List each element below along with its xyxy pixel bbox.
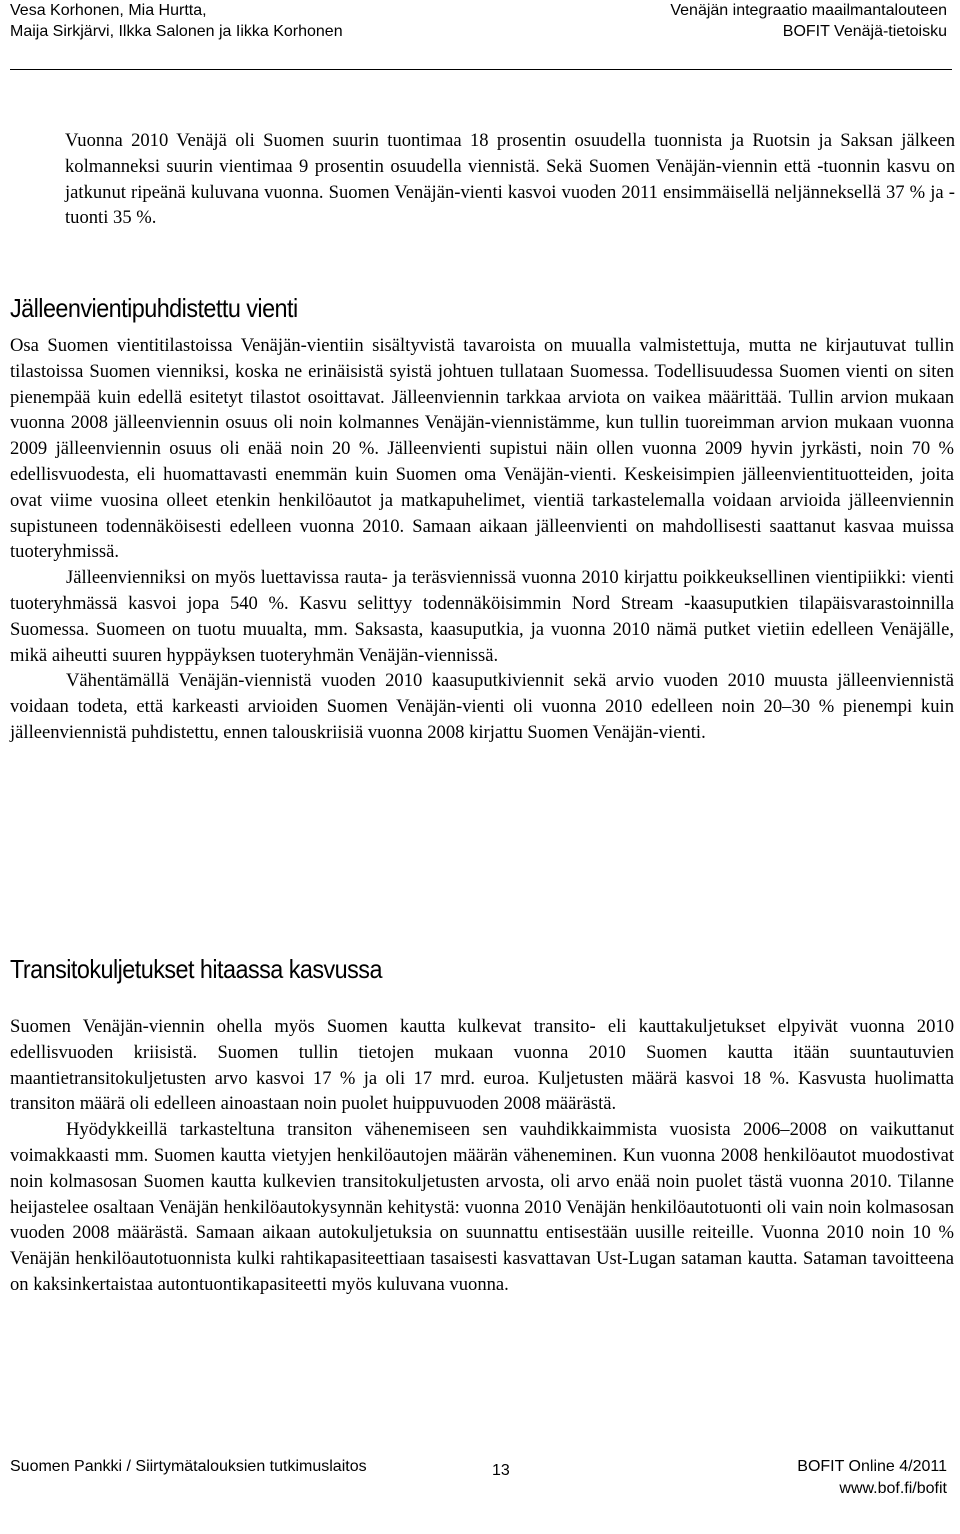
section-reexport-body xyxy=(10,333,954,746)
header-divider xyxy=(10,69,952,70)
header-publication-title: Venäjän integraatio maailmantalouteen xyxy=(670,2,947,19)
page-number: 13 xyxy=(492,1462,510,1479)
section-heading-reexport: Jälleenvientipuhdistettu vienti xyxy=(10,293,298,323)
footer-website-link[interactable]: www.bof.fi/bofit xyxy=(839,1480,947,1497)
section-transit-body xyxy=(10,1014,954,1298)
footer-issue: BOFIT Online 4/2011 xyxy=(797,1458,947,1475)
section-reexport-paragraph-2: Jälleenvienniksi on myös luettavissa rauta- ja teräsviennissä vuonna 2010 kirjattu poikkeuksellinen vientipiikki: vienti tuoteryhmässä kasvoi jopa 540 %. Kasvu selittyy todennäköisimmin Nord Stream -kaasuputkien tilapäisvarastoinnilla Suomessa. Suomeen on tuotu muualta, mm. Saksasta, kaasuputkia, ja vuonna 2010 nämä putket vietiin edelleen Venäjälle, mikä aiheutti suuren hyppäyksen tuoteryhmän Venäjän-viennissä. xyxy=(10,567,954,666)
section-reexport-paragraph-3: Vähentämällä Venäjän-viennistä vuoden 2010 kaasuputkiviennit sekä arvio vuoden 2010 muusta jälleenviennistä voidaan todeta, että karkeasti arvioiden Suomen Venäjän-vienti oli vuonna 2010 edelleen noin 20–30 % pienempi kuin jälleenviennistä puhdistettu, ennen talouskriisiä vuonna 2008 kirjattu Suomen Venäjän-vienti. xyxy=(10,670,954,743)
header-publication-series: BOFIT Venäjä-tietoisku xyxy=(782,23,947,40)
section-reexport-paragraph-1: Osa Suomen vientitilastoissa Venäjän-vientiin sisältyvistä tavaroista on muualla valmistettuja, mutta ne kirjautuvat tullin tilastoissa Suomen vienniksi, koska ne erinäisistä syistä johtuen tullataan Suomessa. Todellisuudessa Suomen vienti on siten pienempää kuin edellä esitetyt tilastot osoittavat. Jälleenviennin tarkkaa arviota on vaikea määrittää. Tullin arvion mukaan vuonna 2008 jälleenviennin osuus oli noin kolmannes Venäjän-viennistämme, kun tullin tuoreimman arvion mukaan vuonna 2009 jälleenviennin osuus oli enää noin 20 %. Jälleenvienti supistui näin ollen vuonna 2009 hyvin jyrkästi, noin 70 % edellisvuodesta, eli huomattavasti enemmän kuin Suomen oma Venäjän-vienti. Keskeisimpien jälleenvientituotteiden, joita ovat viime vuosina olleet etenkin henkilöautot ja matkapuhelimet, vientiä tarkastelemalla voidaan arvioida jälleenviennin supistuneen todennäköisesti edelleen vuonna 2010. Samaan aikaan jälleenvienti on mahdollisesti saattanut kasvaa muissa tuoteryhmissä. xyxy=(10,335,954,563)
header-authors-line1: Vesa Korhonen, Mia Hurtta, xyxy=(10,2,207,19)
header-authors-line2: Maija Sirkjärvi, Ilkka Salonen ja Iikka Korhonen xyxy=(10,23,343,40)
footer-publication xyxy=(797,1456,947,1500)
header-publication xyxy=(670,0,947,42)
footer-institution: Suomen Pankki / Siirtymätalouksien tutkimuslaitos xyxy=(10,1458,367,1475)
section-heading-transit: Transitokuljetukset hitaassa kasvussa xyxy=(10,954,382,984)
section-transit-paragraph-1: Suomen Venäjän-viennin ohella myös Suomen kautta kulkevat transito- eli kauttakuljetukset elpyivät vuonna 2010 edellisvuoden kriisistä. Suomen tullin tietojen mukaan vuonna 2010 Suomen kautta itään suuntautuvien maantietransitokuljetusten arvo kasvoi 17 % ja oli 17 mrd. euroa. Kuljetusten määrä kasvoi 18 %. Kasvusta huolimatta transiton määrä oli edelleen ainoastaan noin puolet huippuvuoden 2008 määrästä. xyxy=(10,1016,954,1115)
intro-paragraph: Vuonna 2010 Venäjä oli Suomen suurin tuontimaa 18 prosentin osuudella tuonnista ja Ruotsin ja Saksan jälkeen kolmanneksi suurin vientimaa 9 prosentin osuudella viennistä. Sekä Suomen Venäjän-viennin että -tuonnin kasvu on jatkunut ripeänä kuluvana vuonna. Suomen Venäjän-vienti kasvoi vuoden 2011 ensimmäisellä neljänneksellä 37 % ja -tuonti 35 %. xyxy=(65,130,955,229)
intro-section xyxy=(65,128,955,231)
section-transit-paragraph-2: Hyödykkeillä tarkasteltuna transiton vähenemiseen sen vauhdikkaimmista vuosista 2006–2008 on vaikuttanut voimakkaasti mm. Suomen kautta vietyjen henkilöautojen määrän väheneminen. Kun vuonna 2008 henkilöautot muodostivat noin kolmasosan Suomen kautta kulkevien transitokuljetusten arvosta, oli arvo enää noin puolet tästä vuonna 2010. Tilanne heijastelee osaltaan Venäjän henkilöautokysynnän kehitystä: vuonna 2010 Venäjän henkilöautotuonti oli vain noin kolmasosan vuoden 2008 määrästä. Samaan aikaan autokuljetuksia on suunnattu entisestään uusille reiteille. Vuonna 2010 noin 10 % Venäjän henkilöautotuonnista kulki rahtikapasiteettiaan tasaisesti kasvattavan Ust-Lugan sataman kautta. Sataman tavoitteena on kaksinkertaistaa autontuontikapasiteetti myös kuluvana vuonna. xyxy=(10,1119,954,1295)
header-authors xyxy=(10,0,343,42)
